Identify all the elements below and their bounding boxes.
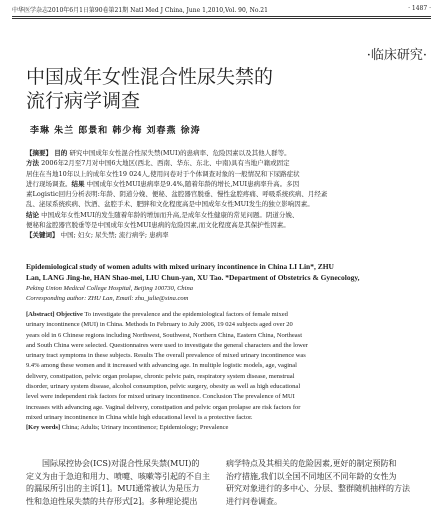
abstract-line: urinary tract symptoms in these subjects. Results The overall prevalence of mixed urinary incontinence was <box>26 351 418 361</box>
abstract-line: 【摘要】 目的 研究中国成年女性混合性尿失禁(MUI)的患病率、危险因素以及其他人群等。 <box>26 148 418 158</box>
abstract-line: 便秘和盆腔器官脱垂等是中国成年女性MUI患病的危险因素,而文化程度高是其保护性因素。 <box>26 220 418 230</box>
chinese-abstract <box>26 148 418 241</box>
body-column-left <box>26 458 231 508</box>
abstract-line: increases with advancing age. Vaginal delivery, constipation and pelvic organ prolapse are risk factors for <box>26 403 418 413</box>
abstract-line: 居住在当地10年以上的成年女性19 024人,使用问卷对于个体调查对象的一般情况和下尿路症状 <box>26 169 418 179</box>
abstract-line: disorder, urinary system disease, alcohol consumption, pelvic surgery, obesity as well as high educational <box>26 382 418 392</box>
body-column-right <box>226 458 431 508</box>
english-title-line-1: Epidemiological study of women adults with mixed urinary incontinence in China LI Lin*, ZHU <box>26 262 334 271</box>
section-label: ·临床研究· <box>367 44 427 63</box>
affiliation-line: Peking Union Medical College Hospital, Beijing 100730, China <box>26 284 418 294</box>
abstract-line: years old in 6 Chinese regions including Northwest, Southwest, Northern China, Eastern China, Northeast <box>26 331 418 341</box>
body-line: 国际尿控协会(ICS)对混合性尿失禁(MUI)的 <box>26 458 231 471</box>
article-title-line-2: 流行病学调查 <box>26 90 140 113</box>
abstract-line: [Abstract] Objective To investigate the prevalence and the epidemiological factors of female mixed <box>26 310 418 320</box>
body-line: 性和急迫性尿失禁的共存形式[2]。多种理论提出 <box>26 496 231 508</box>
english-title-line-2: Lan, LANG Jing-he, HAN Shao-mei, LIU Chun-yan, XU Tao. *Department of Obstetrics & Gynecology, <box>26 273 360 282</box>
header-rule-thin <box>12 18 431 19</box>
body-line: 研究对象进行的多中心、分层、整群随机抽样的方法 <box>226 483 431 496</box>
abstract-line: delivery, constipation, pelvic organ prolapse, chronic pelvic pain, respiratory system disease, menstrual <box>26 372 418 382</box>
abstract-line: 9.4% among these women and it increased with advancing age. In multiple logistic models, age, vaginal <box>26 361 418 371</box>
body-line: 的漏尿所引出的主诉[1]。MUI通常被认为是压力 <box>26 483 231 496</box>
abstract-line: 乱、泌尿系统疾病、饮酒、盆腔手术、肥胖和文化程度高是中国成年女性MUI发生的独立影响因素。 <box>26 199 418 209</box>
authors: 李琳 朱兰 郎景和 韩少梅 刘春燕 徐涛 <box>30 123 201 136</box>
header-rule <box>12 16 431 17</box>
abstract-line: mixed urinary incontinence in China while high educational level is a protective factor. <box>26 413 418 423</box>
abstract-line: level were independent risk factors for mixed urinary incontinence. Conclusion The prevalence of MUI <box>26 392 418 402</box>
abstract-line: 结论 中国成年女性MUI的发生随着年龄的增加而升高,是成年女性健康的常见问题。阴道分娩、 <box>26 210 418 220</box>
abstract-line: and South China were selected. Questionnaires were used to investigate the general characters and the lower <box>26 341 418 351</box>
english-abstract <box>26 310 418 434</box>
abstract-line: 素Logistic回归分析表明:年龄、阴道分娩、便秘、盆腔器官脱垂、慢性盆腔疼痛、呼吸系统疾病、月经紊 <box>26 189 418 199</box>
english-affiliation <box>26 284 418 305</box>
keywords-line: 【关键词】 中国; 妇女; 尿失禁; 流行病学; 患病率 <box>26 230 418 240</box>
affiliation-line: Corresponding author: ZHU Lan, Email: zhu_julie@sina.com <box>26 294 418 304</box>
body-line: 治疗措施,我们以全国不同地区不同年龄的女性为 <box>226 471 431 484</box>
abstract-line: 方法 2006年2月至7月对中国6大地区(西北、西南、华东、东北、中南)具有当地户籍或固定 <box>26 158 418 168</box>
article-title-line-1: 中国成年女性混合性尿失禁的 <box>26 66 273 89</box>
abstract-line: 进行现场调查。结果 中国成年女性MUI患病率是9.4%,随着年龄的增长,MUI患病率升高。多因 <box>26 179 418 189</box>
body-line: 进行问卷调查。 <box>226 496 431 508</box>
page-number: · 1487 · <box>408 5 431 12</box>
abstract-line: urinary incontinence (MUI) in China. Methods In February to July 2006, 19 024 subjects aged over 20 <box>26 320 418 330</box>
keywords-line: [Key words] China; Adults; Urinary incontinence; Epidemiology; Prevalence <box>26 423 418 433</box>
body-line: 定义为由于急迫和用力、喷嚏、咳嗽等引起的不自主 <box>26 471 231 484</box>
running-header-left: 中华医学杂志2010年6月1日第90卷第21期 Natl Med J China, June 1,2010,Vol. 90, No.21 <box>12 5 268 14</box>
body-line: 病学特点及其相关的危险因素,更好的制定预防和 <box>226 458 431 471</box>
